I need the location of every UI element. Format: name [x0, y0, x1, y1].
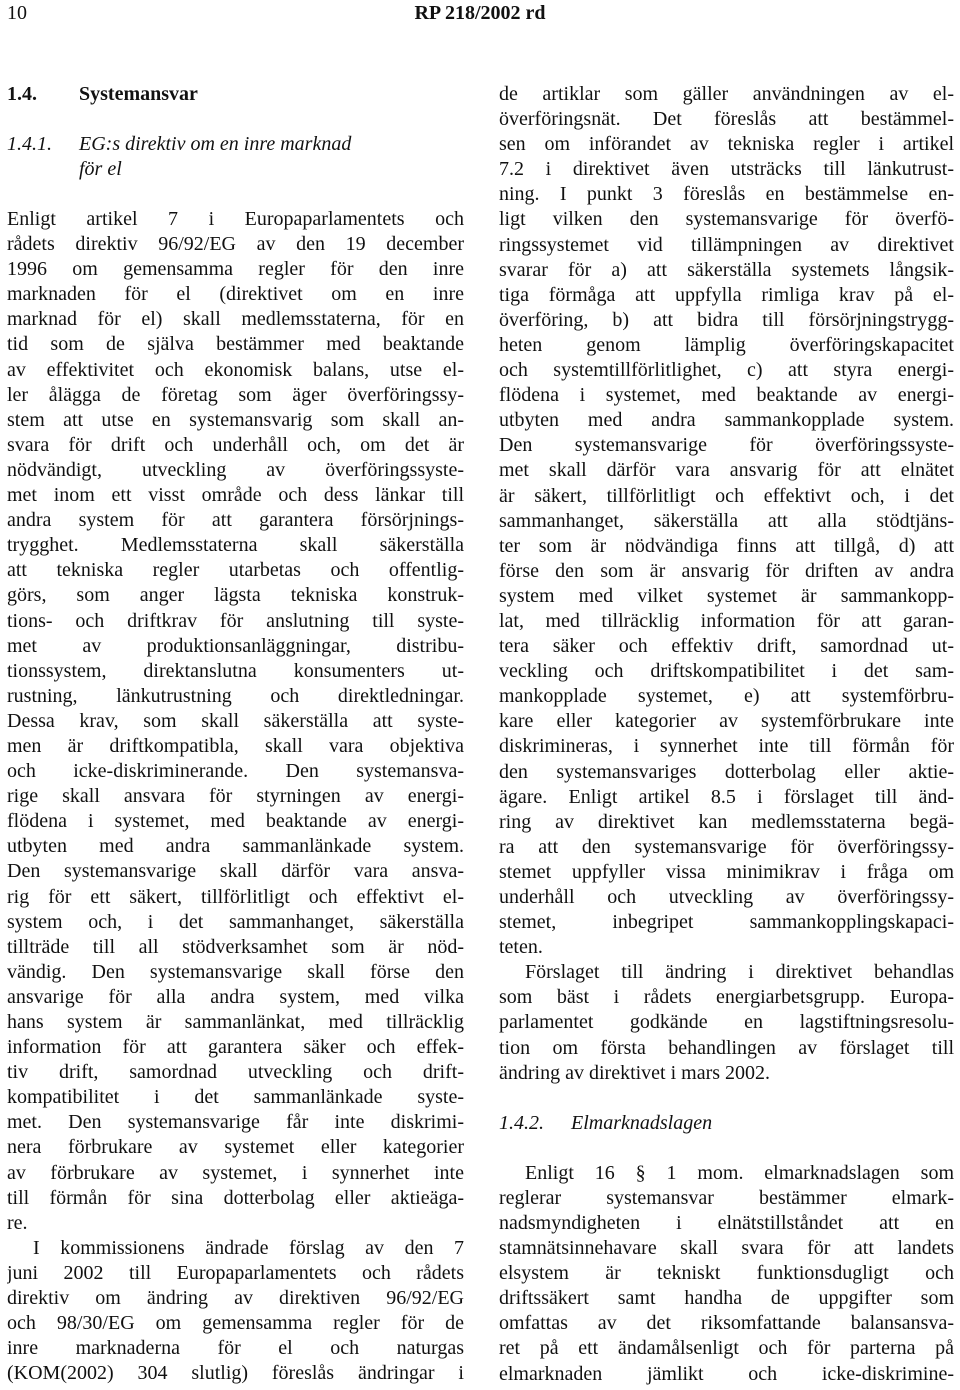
text-line: kare eller kategorier av systemförbrukare inte — [499, 710, 954, 733]
page-header — [0, 2, 960, 32]
text-line: trygghet. Medlemsstaterna skall säkerställa — [7, 534, 464, 557]
text-line: den systemansvariges dotterbolag eller aktie- — [499, 760, 954, 783]
text-line: ring av direktivet kan medlemsstaterna begä- — [499, 810, 954, 833]
text-line: ra att den systemansvarige för överföringssy- — [499, 835, 954, 858]
right-column — [499, 82, 954, 1387]
text-line: tid som de själva bestämmer med beaktande — [7, 333, 464, 356]
text-line: flödena i systemet, med beaktande av energi- — [7, 810, 464, 833]
text-line: stamnätsinnehavare skall svara för att landets — [499, 1237, 954, 1260]
paragraph-right-3 — [499, 1161, 954, 1387]
text-line: svara för drift och underhåll och, om det är — [7, 433, 464, 456]
text-line: utbyten med andra sammankopplade system. — [499, 409, 954, 432]
text-line: I kommissionens ändrade förslag av den 7 — [33, 1236, 464, 1259]
subsection-title-2: Elmarknadslagen — [571, 1111, 713, 1134]
text-line: tion om första behandlingen av förslaget till — [499, 1036, 954, 1059]
text-line: ändring av direktivet i mars 2002. — [499, 1061, 771, 1084]
text-line: rig för ett säkert, tillförlitligt och effektivt el- — [7, 885, 464, 908]
text-line: reglerar systemansvar bestämmer elmark- — [499, 1186, 954, 1209]
subsection-heading-2 — [499, 1111, 954, 1136]
text-line: Dessa krav, som skall säkerställa att syste- — [7, 709, 464, 732]
text-line: elmarknaden jämlikt och icke-diskrimine- — [499, 1362, 954, 1385]
text-line: ligt vilken den systemansvarige för överfö- — [499, 208, 954, 231]
text-line: rådets direktiv 96/92/EG av den 19 december — [7, 233, 464, 256]
text-line: omfattas av det riksomfattande balansansva- — [499, 1312, 954, 1335]
text-line: utbyten med andra sammanlänkade system. — [7, 835, 464, 858]
text-line: andra system för att garantera försörjnings- — [7, 509, 464, 532]
text-line: 1996 om gemensamma regler för den inre — [7, 258, 464, 281]
text-line: men är driftkompatibla, skall vara objektiva — [7, 734, 464, 757]
text-line: ler ålägga de företag som äger överföringssy- — [7, 383, 464, 406]
text-line: met inom ett visst område och dess länkar till — [7, 484, 464, 507]
text-line: veckling och driftskompatibilitet i det sam- — [499, 660, 954, 683]
text-line: stemet, inbegripet sammankopplingskapaci- — [499, 911, 954, 934]
text-line: tillträde till all stödverksamhet som är nöd- — [7, 935, 464, 958]
text-line: juni 2002 till Europaparlamentets och rådets — [7, 1261, 464, 1284]
text-line: stemet uppfyller vissa minimikrav i fråga om — [499, 860, 954, 883]
subsection-number-2: 1.4.2. — [499, 1111, 544, 1134]
text-line: teten. — [499, 936, 543, 959]
text-line: av effektivitet och ekonomisk balans, utse el- — [7, 358, 464, 381]
left-column — [7, 82, 464, 1386]
section-number: 1.4. — [7, 83, 37, 105]
text-line: tera säker och effektiv drift, samordnad ut- — [499, 635, 954, 658]
text-line: av förbrukare av systemet, i synnerhet inte — [7, 1161, 464, 1184]
text-line: tionssystem, direktanslutna konsumenters ut- — [7, 659, 464, 682]
text-line: Enligt 16 § 1 mom. elmarknadslagen som — [525, 1161, 954, 1184]
text-line: lat, med tillräcklig information för att garan- — [499, 609, 954, 632]
text-line: nödvändigt, utveckling av överföringssyste- — [7, 458, 464, 481]
document-reference: RP 218/2002 rd — [414, 2, 546, 24]
text-line: (KOM(2002) 304 slutlig) föreslås ändringar i — [7, 1362, 464, 1385]
subsection-number: 1.4.1. — [7, 133, 52, 155]
text-line: de artiklar som gäller användningen av el- — [499, 83, 954, 105]
paragraph-right-1 — [499, 82, 954, 960]
text-line: och 98/30/EG om gemensamma regler för de — [7, 1312, 464, 1335]
section-title: Systemansvar — [79, 83, 198, 105]
text-line: ägare. Enligt artikel 8.5 i förslaget till änd- — [499, 785, 954, 808]
text-line: heten genom lämplig överföringskapacitet — [499, 333, 954, 356]
text-line: marknaden för el (direktivet om en inre — [7, 283, 464, 306]
text-line: met skall därför vara ansvarig för att elnätet — [499, 459, 954, 482]
text-line: görs, som anger lägsta tekniska konstruk- — [7, 584, 464, 607]
text-line: tiv drift, samordnad utveckling och drift- — [7, 1061, 464, 1084]
paragraph-right-2 — [499, 960, 954, 1085]
text-line: rige skall ansvara för styrningen av energi- — [7, 785, 464, 808]
text-line: som bäst i rådets energiarbetsgrupp. Europa- — [499, 986, 954, 1009]
text-line: tions- och driftkrav för anslutning till syste- — [7, 609, 464, 632]
paragraph-left-2 — [7, 1236, 464, 1387]
text-line: ret på ett ändamålsenligt och för parterna på — [499, 1337, 954, 1360]
text-line: kompatibilitet i det sammanlänkade syste- — [7, 1086, 464, 1109]
text-line: Förslaget till ändring i direktivet behandlas — [525, 961, 954, 984]
text-line: överföringsnät. Det föreslås att bestämmel- — [499, 108, 954, 131]
subsection-title-line1: EG:s direktiv om en inre marknad — [79, 133, 352, 155]
text-line: driftssäkert samt handha de uppgifter som — [499, 1287, 954, 1310]
text-line: sen om införandet av tekniska regler i artikel — [499, 133, 954, 156]
text-line: svarar för a) att säkerställa systemets långsik- — [499, 258, 954, 281]
text-line: och systemtillförlitlighet, c) att styra energi- — [499, 359, 954, 382]
text-line: met. Den systemansvarige får inte diskrimi- — [7, 1111, 464, 1134]
text-line: met av produktionsanläggningar, distribu- — [7, 634, 464, 657]
text-line: mankopplade systemet, e) att systemförbru- — [499, 685, 954, 708]
text-line: till förmån för sina dotterbolag eller aktieäga- — [7, 1186, 464, 1209]
text-line: ansvarige för alla andra system, med vilka — [7, 985, 464, 1008]
text-line: förse den som är ansvarig för driften av andra — [499, 559, 954, 582]
text-line: nadsmyndigheten i elnätstillståndet att en — [499, 1211, 954, 1234]
text-line: inre marknaderna för el och naturgas — [7, 1337, 464, 1360]
text-line: diskrimineras, i synnerhet inte till förmån för — [499, 735, 954, 758]
text-line: ringssystemet vid tillämpningen av direktivet — [499, 233, 954, 256]
text-line: parlamentet godkände en lagstiftningsresolu- — [499, 1011, 954, 1034]
paragraph-left-1 — [7, 207, 464, 1236]
text-line: underhåll och utveckling av överföringssy- — [499, 886, 954, 908]
text-line: Den systemansvarige skall därför vara ansva- — [7, 860, 464, 883]
text-line: tiga förmåga att uppfylla rimliga krav på el- — [499, 283, 954, 306]
section-heading — [7, 82, 464, 132]
text-line: system med vilket systemet är sammankopp- — [499, 584, 954, 607]
subsection-heading — [7, 132, 464, 157]
text-line: och icke-diskriminerande. Den systemansva- — [7, 760, 464, 783]
text-line: ning. I punkt 3 föreslås en bestämmelse en- — [499, 183, 954, 206]
text-line: 7.2 i direktivet även utsträcks till länkutrust- — [499, 158, 954, 181]
subsection-title-line2: för el — [79, 158, 122, 180]
text-line: överföring, b) att bidra till försörjningstrygg- — [499, 308, 954, 331]
page-number: 10 — [7, 2, 27, 24]
text-line: Den systemansvarige för överföringssyste- — [499, 434, 954, 457]
text-line: flödena i systemet, med beaktande av energi- — [499, 384, 954, 407]
text-line: vändig. Den systemansvarige skall förse den — [7, 960, 464, 983]
text-line: marknad för el) skall medlemsstaterna, för en — [7, 308, 464, 331]
text-line: sammanhanget, säkerställa att alla stödtjäns- — [499, 509, 954, 532]
text-line: att tekniska regler utarbetas och offentlig- — [7, 559, 464, 582]
text-line: ter som är nödvändiga finns att tillgå, d) att — [499, 534, 954, 557]
text-line: system och, i det sammanhanget, säkerställa — [7, 910, 464, 933]
text-line: re. — [7, 1211, 28, 1234]
text-line: stem att utse en systemansvarig som skall an- — [7, 408, 464, 431]
text-line: rustning, länkutrustning och direktledningar. — [7, 684, 464, 707]
text-line: nera förbrukare av systemet eller kategorier — [7, 1136, 464, 1159]
text-line: är säkert, tillförlitligt och effektivt och, i det — [499, 484, 954, 507]
text-line: elsystem är tekniskt funktionsdugligt och — [499, 1262, 954, 1285]
text-line: information för att garantera säker och effek- — [7, 1036, 464, 1059]
text-line: direktiv om ändring av direktiven 96/92/EG — [7, 1287, 464, 1310]
text-line: Enligt artikel 7 i Europaparlamentets och — [7, 208, 464, 230]
text-line: hans system är sammanlänkat, med tillräcklig — [7, 1011, 464, 1033]
